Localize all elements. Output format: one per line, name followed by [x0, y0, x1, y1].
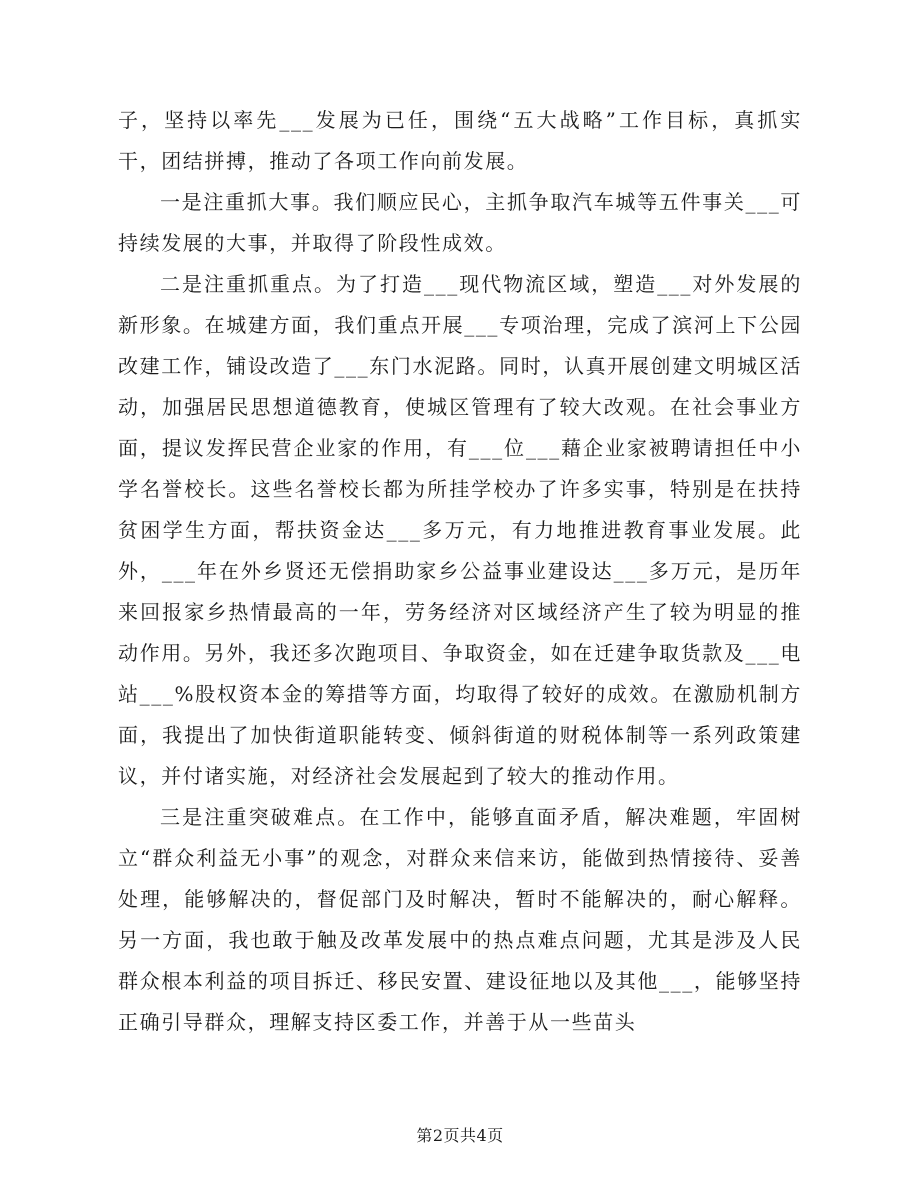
paragraph-continuation: 子，坚持以率先___发展为已任，围绕“五大战略”工作目标，真抓实干，团结拼搏，推动了各项工作向前发展。: [118, 108, 802, 173]
document-body: [118, 100, 802, 1043]
paragraph-point-two: 二是注重抓重点。为了打造___现代物流区域，塑造___对外发展的新形象。在城建方面，我们重点开展___专项治理，完成了滨河上下公园改建工作，铺设改造了___东门水泥路。同时，认真开展创建文明城区活动，加强居民思想道德教育，使城区管理有了较大改观。在社会事业方面，提议发挥民营企业家的作用，有___位___藉企业家被聘请担任中小学名誉校长。这些名誉校长都为所挂学校办了许多实事，特别是在扶持贫困学生方面，帮扶资金达___多万元，有力地推进教育事业发展。此外，___年在外乡贤还无偿捐助家乡公益事业建设达___多万元，是历年来回报家乡热情最高的一年，劳务经济对区域经济产生了较为明显的推动作用。另外，我还多次跑项目、争取资金，如在迁建争取货款及___电站___%股权资本金的筹措等方面，均取得了较好的成效。在激励机制方面，我提出了加快街道职能转变、倾斜街道的财税体制等一系列政策建议，并付诸实施，对经济社会发展起到了较大的推动作用。: [118, 272, 802, 788]
paragraph-point-three: 三是注重突破难点。在工作中，能够直面矛盾，解决难题，牢固树立“群众利益无小事”的观念，对群众来信来访，能做到热情接待、妥善处理，能够解决的，督促部门及时解决，暂时不能解决的，耐心解释。另一方面，我也敢于触及改革发展中的热点难点问题，尤其是涉及人民群众根本利益的项目拆迁、移民安置、建设征地以及其他___，能够坚持正确引导群众，理解支持区委工作，并善于从一些苗头: [118, 805, 802, 1034]
page-number-footer: 第2页共4页: [416, 1126, 504, 1145]
paragraph-point-one: 一是注重抓大事。我们顺应民心，主抓争取汽车城等五件事关___可持续发展的大事，并取得了阶段性成效。: [118, 190, 802, 255]
